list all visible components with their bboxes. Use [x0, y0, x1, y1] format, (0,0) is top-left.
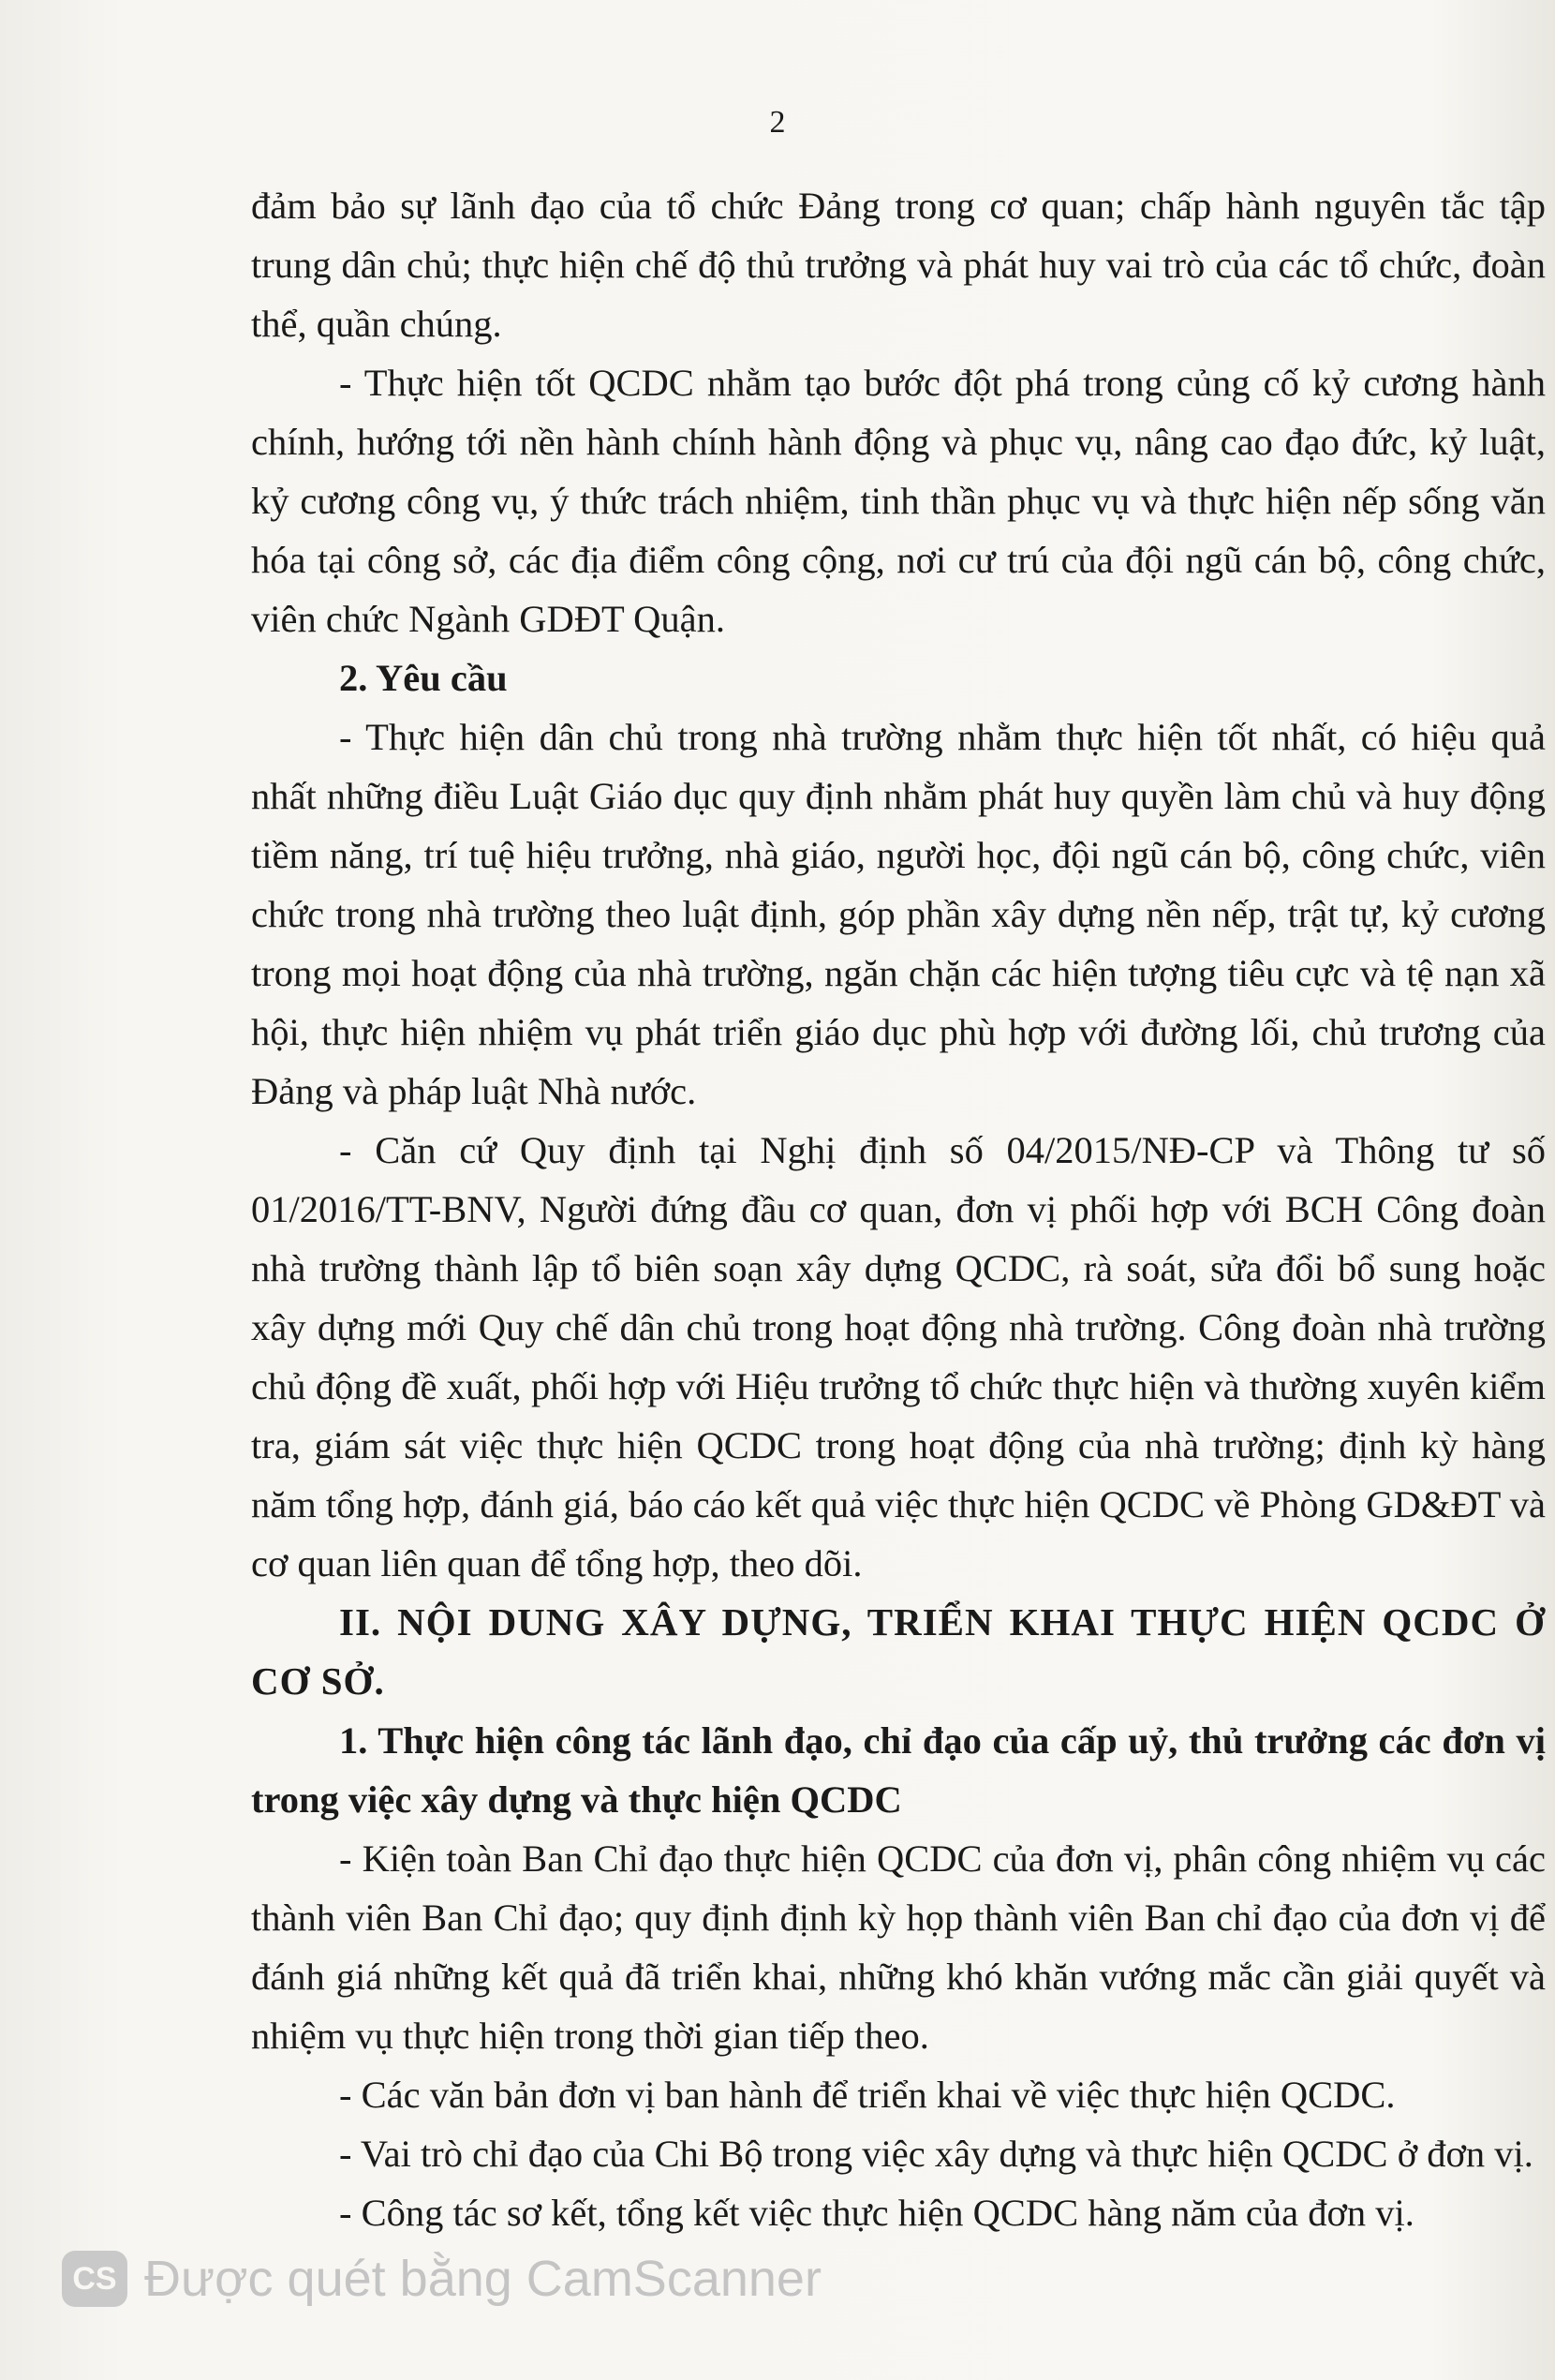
watermark-text: Được quét bằng CamScanner	[144, 2251, 822, 2307]
page-number: 2	[769, 105, 786, 140]
paragraph-democracy-in-school: - Thực hiện dân chủ trong nhà trường nhằm thực hiện tốt nhất, có hiệu quả nhất những điều Luật Giáo dục quy định nhằm phát huy quyền làm chủ và huy động tiềm năng, trí tuệ hiệu trưởng, nhà giáo, người học, đội ngũ cán bộ, công chức, viên chức trong nhà trường theo luật định, góp phần xây dựng nền nếp, trật tự, kỷ cương trong mọi hoạt động của nhà trường, ngăn chặn các hiện tượng tiêu cực và tệ nạn xã hội, thực hiện nhiệm vụ phát triển giáo dục phù hợp với đường lối, chủ trương của Đảng và pháp luật Nhà nước.	[251, 716, 1546, 1112]
paragraph-steering-committee: - Kiện toàn Ban Chỉ đạo thực hiện QCDC của đơn vị, phân công nhiệm vụ các thành viên Ban Chỉ đạo; quy định định kỳ họp thành viên Ban chỉ đạo của đơn vị để đánh giá những kết quả đã triển khai, những khó khăn vướng mắc cần giải quyết và nhiệm vụ thực hiện trong thời gian tiếp theo.	[251, 1837, 1546, 2057]
document-body	[251, 176, 1546, 2242]
camscanner-logo-icon: CS	[62, 2251, 127, 2307]
section-heading-requirements: 2. Yêu cầu	[339, 657, 508, 699]
paragraph-review-summary: - Công tác sơ kết, tổng kết việc thực hiện QCDC hàng năm của đơn vị.	[339, 2192, 1414, 2234]
subsection-heading-leadership: 1. Thực hiện công tác lãnh đạo, chỉ đạo của cấp uỷ, thủ trưởng các đơn vị trong việc xây dựng và thực hiện QCDC	[251, 1719, 1546, 1821]
paragraph-documents-issued: - Các văn bản đơn vị ban hành để triển khai về việc thực hiện QCDC.	[339, 2074, 1396, 2116]
paragraph-continuation: đảm bảo sự lãnh đạo của tổ chức Đảng trong cơ quan; chấp hành nguyên tắc tập trung dân chủ; thực hiện chế độ thủ trưởng và phát huy vai trò của các tổ chức, đoàn thể, quần chúng.	[251, 185, 1546, 345]
camscanner-watermark	[62, 2245, 822, 2313]
paragraph-legal-basis: - Căn cứ Quy định tại Nghị định số 04/2015/NĐ-CP và Thông tư số 01/2016/TT-BNV, Người đứng đầu cơ quan, đơn vị phối hợp với BCH Công đoàn nhà trường thành lập tổ biên soạn xây dựng QCDC, rà soát, sửa đổi bổ sung hoặc xây dựng mới Quy chế dân chủ trong hoạt động nhà trường. Công đoàn nhà trường chủ động đề xuất, phối hợp với Hiệu trưởng tổ chức thực hiện và thường xuyên kiểm tra, giám sát việc thực hiện QCDC trong hoạt động của nhà trường; định kỳ hàng năm tổng hợp, đánh giá, báo cáo kết quả việc thực hiện QCDC về Phòng GD&ĐT và cơ quan liên quan để tổng hợp, theo dõi.	[251, 1129, 1546, 1584]
section-heading-content: II. NỘI DUNG XÂY DỰNG, TRIỂN KHAI THỰC HIỆN QCDC Ở CƠ SỞ.	[251, 1600, 1546, 1703]
paragraph-party-cell-role: - Vai trò chỉ đạo của Chi Bộ trong việc xây dựng và thực hiện QCDC ở đơn vị.	[339, 2133, 1533, 2175]
paragraph-qcdc-breakthrough: - Thực hiện tốt QCDC nhằm tạo bước đột phá trong củng cố kỷ cương hành chính, hướng tới nền hành chính hành động và phục vụ, nâng cao đạo đức, kỷ luật, kỷ cương công vụ, ý thức trách nhiệm, tinh thần phục vụ và thực hiện nếp sống văn hóa tại công sở, các địa điểm công cộng, nơi cư trú của đội ngũ cán bộ, công chức, viên chức Ngành GDĐT Quận.	[251, 362, 1546, 640]
